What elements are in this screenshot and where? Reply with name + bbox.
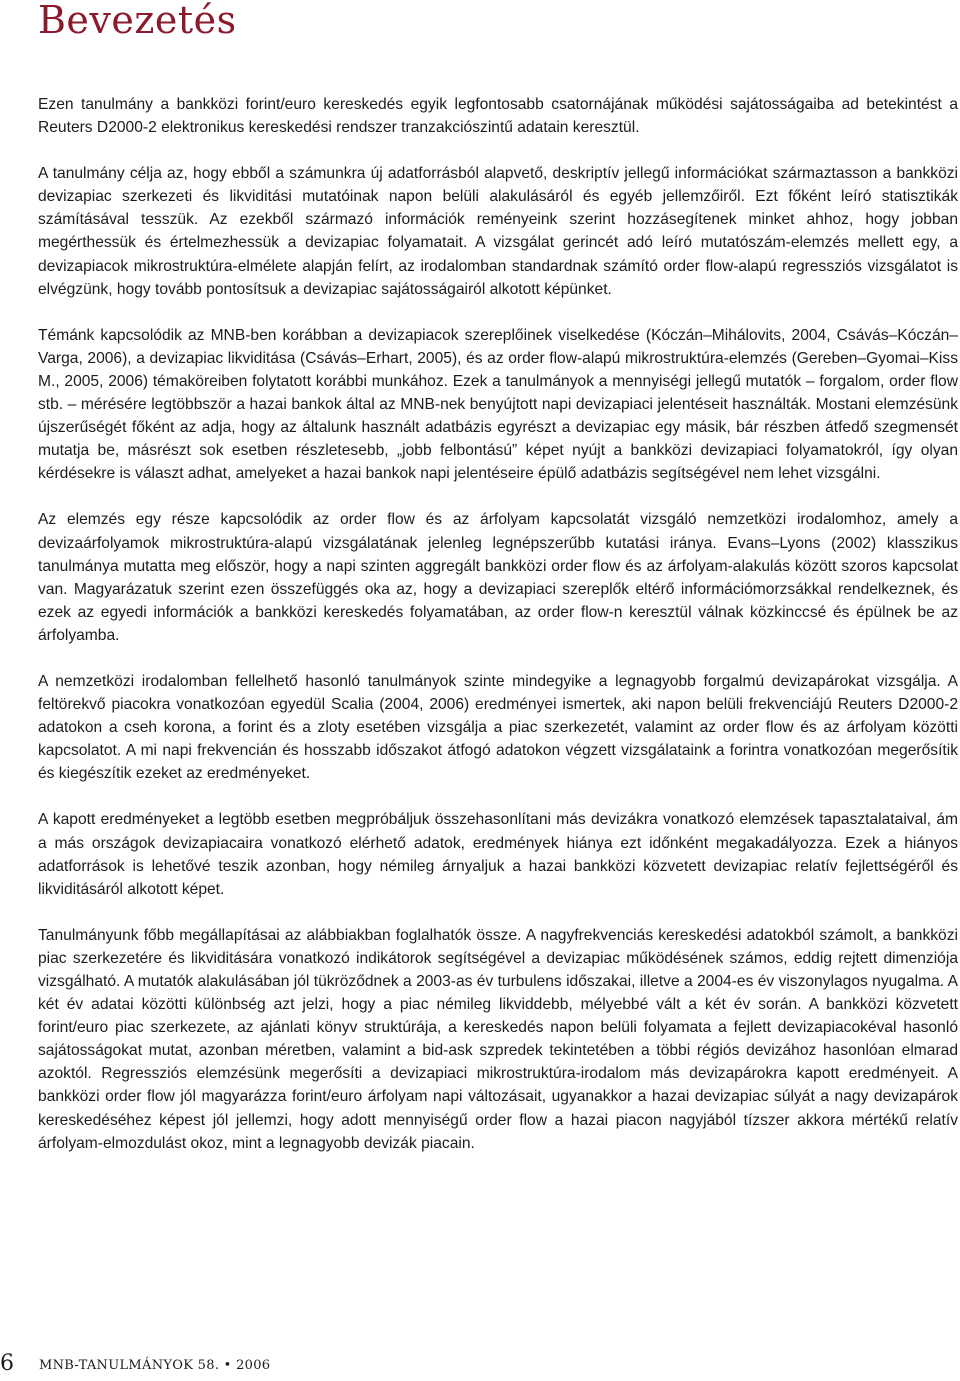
page-number: 6 [0, 1351, 14, 1376]
page-footer [0, 1352, 400, 1376]
page-title: Bevezetés [38, 0, 237, 42]
paragraph-7: Tanulmányunk főbb megállapításai az alábbiakban foglalhatók össze. A nagyfrekvenciás kereskedési adatokból számolt, a bankközi piac szerkezetére és likviditására vonatkozó indikátorok segítségével a devizapiac működésének számos, eddig rejtett dimenziója vizsgálható. A mutatók alakulásában jól tükröződnek a 2003-as év turbulens időszakai, illetve a 2004-es év viszonylagos nyugalma. A két év adatai közötti különbség azt jelzi, hogy a piac némileg likviddebb, mélyebbé vált a két év során. A bankközi közvetett forint/euro piac szerkezete, az ajánlati könyv struktúrája, a kereskedés napon belüli folyamata a fejlett devizapiacokéval hasonló sajátosságokat mutat, azonban méretben, valamint a bid-ask szpredek tekintetében a többi régiós devizához hasonlóan elmarad azoktól. Regressziós elemzésünk megerősíti a devizapiaci mikrostruktúra-irodalom más devizapárokra kapott eredményeit. A bankközi order flow jól magyarázza forint/euro árfolyam napi változásait, ugyanakkor a hazai devizapiac súlyát a nagy devizapárok kereskedéséhez képest jól jellemzi, hogy adott mennyiségű order flow a hazai piacon nagyjából tízszer akkora mértékű relatív árfolyam-elmozdulást okoz, mint a legnagyobb devizák piacain. [38, 926, 958, 1152]
body-text [38, 93, 958, 1178]
paragraph-4: Az elemzés egy része kapcsolódik az order flow és az árfolyam kapcsolatát vizsgáló nemzetközi irodalomhoz, amely a devizaárfolyamok mikrostruktúra-alapú vizsgálatának jelenleg legnépszerűbb kutatási iránya. Evans–Lyons (2002) klasszikus tanulmánya mutatta meg először, hogy a napi szinten aggregált bankközi order flow és az árfolyam-alakulás között szoros kapcsolat van. Magyarázatuk szerint ezen összefüggés oka az, hogy a devizapiaci szereplők eltérő információmorzsákkal rendelkeznek, és ezek az egyedi információk a bankközi kereskedés folyamatában, az order flow-n keresztül válnak közkinccsé és épülnek be az árfolyamba. [38, 511, 958, 644]
paragraph-6: A kapott eredményeket a legtöbb esetben megpróbáljuk összehasonlítani más devizákra vonatkozó elemzések tapasztalataival, ám a más országok devizapiacaira vonatkozó elérhető adatok, eredmények hiánya ezt időnként megakadályozza. Ezek a hiányos adatforrások is lehetővé teszik azonban, hogy némileg árnyaljuk a hazai bankközi közvetett devizapiac relatív fejlettségéről és likviditásáról alkotott képet. [38, 811, 958, 898]
paragraph-5: A nemzetközi irodalomban fellelhető hasonló tanulmányok szinte mindegyike a legnagyobb forgalmú devizapárokat vizsgálja. A feltörekvő piacokra vonatkozóan egyedül Scalia (2004, 2006) eredményei ismertek, aki napon belüli frekvenciájú Reuters D2000-2 adatokon a cseh korona, a forint és a zloty esetében vizsgálja a piac szerkezetét, valamint az order flow és az árfolyam közötti kapcsolatot. A mi napi frekvencián és hosszabb időszakot átfogó adatokon végzett vizsgálataink a forintra vonatkozóan megerősítik és kiegészítik ezeket az eredményeket. [38, 672, 958, 783]
paragraph-2: A tanulmány célja az, hogy ebből a számunkra új adatforrásból alapvető, deskriptív jellegű információkat származtasson a bankközi devizapiac szerkezeti és likviditási mutatóinak napon belüli alakulásáról és egyéb jellemzőiről. Ezt főként leíró statisztikák számításával tesszük. Az ezekből származó információk reményeink szerint hozzásegítenek minket ahhoz, hogy jobban megérthessük és értelmezhessük a devizapiac folyamatait. A vizsgálat gerincét adó leíró mutatószám-elemzés mellett egy, a devizapiacok mikrostruktúra-elmélete alapján felírt, az irodalomban standardnak számító order flow-alapú regressziós vizsgálatot is elvégzünk, hogy tovább pontosítsuk a devizapiac sajátosságairól alkotott képünket. [38, 165, 958, 298]
paragraph-1: Ezen tanulmány a bankközi forint/euro kereskedés egyik legfontosabb csatornájának működési sajátosságaiba ad betekintést a Reuters D2000-2 elektronikus kereskedési rendszer tranzakciószintű adatain keresztül. [38, 96, 958, 137]
journal-name: MNB-TANULMÁNYOK 58. • 2006 [39, 1358, 271, 1373]
paragraph-3: Témánk kapcsolódik az MNB-ben korábban a devizapiacok szereplőinek viselkedése (Kóczán–Mihálovits, 2004, Csávás–Kóczán–Varga, 2006), a devizapiac likviditása (Csávás–Erhart, 2005), és az order flow-alapú mikrostruktúra-elemzés (Gereben–Gyomai–Kiss M., 2005, 2006) témaköreiben folytatott korábbi munkához. Ezek a tanulmányok a mennyiségi jellegű mutatók – forgalom, order flow stb. – mérésére legtöbbször a hazai bankok által az MNB-nek benyújtott napi devizapiaci jelentéseit használták. Mostani elemzésünk újszerűségét főként az adja, hogy az általunk használt adatbázis egyrészt a devizapiac egy másik, bár részben átfedő szegmensét mutatja be, másrészt sok esetben részletesebb, „jobb felbontású” képet nyújt a bankközi devizapiaci folyamatokról, így olyan kérdésekre is választ adhat, amelyeket a hazai bankok napi jelentéseire épülő adatbázis segítségével nem lehet vizsgálni. [38, 326, 958, 483]
